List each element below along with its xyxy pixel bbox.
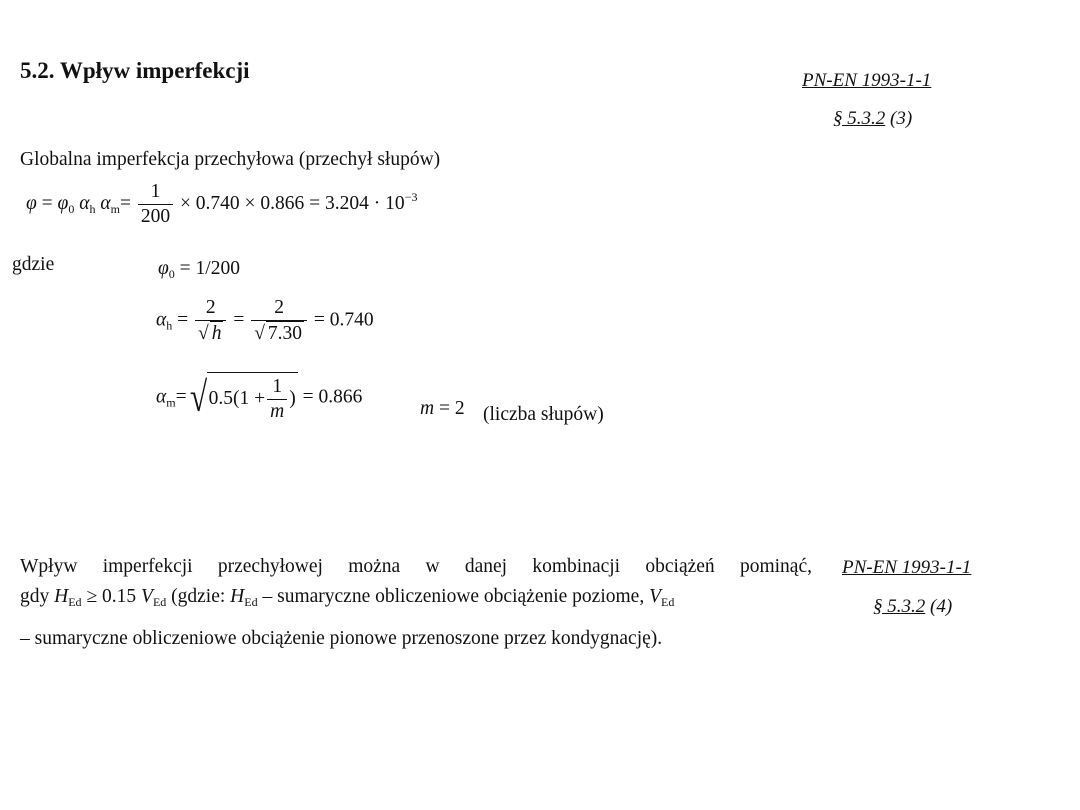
alpha-h-subscript: h <box>166 318 173 333</box>
m-value: = 2 <box>438 398 465 419</box>
alpha-m-subscript: m <box>166 395 176 410</box>
sqrt-value: 7.30 <box>267 323 303 344</box>
standard-reference-bottom <box>842 557 971 579</box>
note-line-2 <box>20 586 674 610</box>
global-imperfection-label: Globalna imperfekcja przechyłowa (przechył słupów) <box>20 149 441 170</box>
note-horizontal-load: – sumaryczne obliczeniowe obciążenie poziome, <box>262 586 645 607</box>
note-line-1: Wpływ imperfekcji przechyłowej można w danej kombinacji obciążeń pominąć, <box>20 556 812 577</box>
note-gdzie: (gdzie: <box>171 586 226 607</box>
m-definition <box>420 398 465 420</box>
equals-sign-2: = <box>233 309 245 331</box>
product-result: × 0.740 × 0.866 = 3.204 · 10 <box>179 192 405 214</box>
alpha-h-result: = 0.740 <box>313 309 374 331</box>
m-note: (liczba słupów) <box>483 404 604 425</box>
fraction-denominator: m <box>270 401 285 422</box>
clause-reference-bottom <box>873 596 952 618</box>
phi0-definition <box>158 258 240 282</box>
sqrt-body <box>207 372 298 424</box>
inequality: ≥ 0.15 <box>86 586 137 607</box>
fraction-2-sqrt-730 <box>251 296 307 346</box>
clause-item: (3) <box>890 108 913 129</box>
standard-name: PN-EN 1993-1-1 <box>802 70 932 91</box>
standard-reference-top <box>802 70 931 92</box>
sqrt-inner-prefix: 0.5(1 + <box>208 387 266 409</box>
phi0-value: = 1/200 <box>179 258 240 279</box>
alpha-h-symbol: α <box>79 192 90 214</box>
h-symbol-2: H <box>230 586 245 607</box>
fraction-1-m <box>267 375 287 424</box>
section-heading: 5.2. Wpływ imperfekcji <box>20 58 250 83</box>
clause-reference-top <box>833 108 912 130</box>
note-line-3: – sumaryczne obliczeniowe obciążenie pionowe przenoszone przez kondygnację). <box>20 628 663 649</box>
fraction-numerator: 2 <box>195 296 226 321</box>
standard-name: PN-EN 1993-1-1 <box>842 557 972 578</box>
phi0-subscript: 0 <box>68 201 75 216</box>
where-label: gdzie <box>12 254 55 275</box>
fraction-1-200 <box>138 180 173 229</box>
clause-number: § 5.3.2 <box>873 596 926 617</box>
phi-symbol: φ <box>26 192 37 214</box>
fraction-numerator: 1 <box>267 375 287 400</box>
fraction-numerator: 1 <box>138 180 173 205</box>
h-subscript-2: Ed <box>244 595 258 609</box>
note-gdy: gdy <box>20 586 50 607</box>
fraction-denominator: √ 7.30 <box>254 323 303 344</box>
alpha-h-definition <box>156 296 374 346</box>
alpha-h-subscript: h <box>89 201 96 216</box>
h-symbol: H <box>54 586 69 607</box>
fraction-denominator: √ h <box>198 323 222 344</box>
fraction-numerator: 2 <box>251 296 307 321</box>
v-subscript: Ed <box>152 595 167 609</box>
m-variable: m <box>420 398 435 419</box>
exponent: −3 <box>404 189 418 204</box>
v-symbol: V <box>141 586 153 607</box>
alpha-m-definition <box>156 372 362 424</box>
fraction-2-sqrt-h <box>195 296 226 346</box>
fraction-denominator: 200 <box>140 206 171 227</box>
phi0-symbol: φ <box>158 258 169 279</box>
sqrt-h: h <box>211 323 222 344</box>
equals-sign-2: = <box>119 192 131 214</box>
equals-sign: = <box>175 386 187 408</box>
phi0-subscript: 0 <box>168 267 175 281</box>
alpha-m-subscript: m <box>110 201 120 216</box>
v-symbol-2: V <box>649 586 661 607</box>
phi0-symbol: φ <box>57 192 69 214</box>
v-subscript-2: Ed <box>661 595 675 609</box>
clause-number: § 5.3.2 <box>833 108 886 129</box>
equals-sign: = <box>177 309 189 331</box>
sqrt-inner-suffix: ) <box>289 387 296 409</box>
alpha-m-result: = 0.866 <box>302 386 363 408</box>
phi-formula <box>26 180 417 229</box>
sqrt-sign: √ <box>189 375 207 421</box>
alpha-h-symbol: α <box>156 309 167 331</box>
alpha-m-symbol: α <box>156 386 167 408</box>
clause-item: (4) <box>930 596 953 617</box>
h-subscript: Ed <box>68 595 82 609</box>
equals-sign: = <box>41 192 53 214</box>
alpha-m-symbol: α <box>100 192 111 214</box>
